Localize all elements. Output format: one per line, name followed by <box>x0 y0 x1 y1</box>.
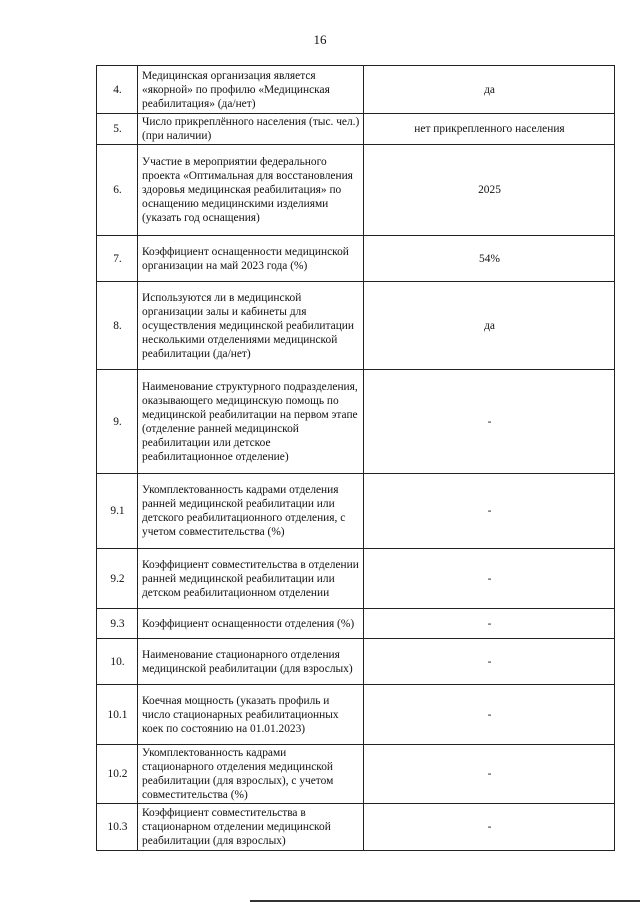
row-value: - <box>364 804 615 851</box>
row-indicator: Укомплектованность кадрами стационарного отделения медицинской реабилитации (для взрослых), с учетом совместительства (%) <box>138 745 364 804</box>
table-row <box>97 804 615 851</box>
row-indicator: Укомплектованность кадрами отделения ранней медицинской реабилитации или детского реабилитационного отделения, с учетом совместительства (%) <box>138 474 364 549</box>
row-number: 9. <box>97 370 138 474</box>
table-row <box>97 145 615 236</box>
row-indicator: Коэффициент оснащенности медицинской организации на май 2023 года (%) <box>138 236 364 282</box>
row-value: нет прикрепленного населения <box>364 114 615 145</box>
row-value: да <box>364 66 615 114</box>
row-indicator: Коэффициент оснащенности отделения (%) <box>138 609 364 639</box>
row-value: да <box>364 282 615 370</box>
row-indicator: Используются ли в медицинской организации залы и кабинеты для осуществления медицинской реабилитации несколькими отделениями медицинской реабилитации (да/нет) <box>138 282 364 370</box>
table-row <box>97 549 615 609</box>
table-row <box>97 609 615 639</box>
table-row <box>97 745 615 804</box>
row-value: - <box>364 370 615 474</box>
row-value: 54% <box>364 236 615 282</box>
row-number: 4. <box>97 66 138 114</box>
row-value: - <box>364 639 615 685</box>
row-indicator: Наименование стационарного отделения медицинской реабилитации (для взрослых) <box>138 639 364 685</box>
row-number: 7. <box>97 236 138 282</box>
row-number: 10.1 <box>97 685 138 745</box>
row-number: 9.1 <box>97 474 138 549</box>
table-row <box>97 639 615 685</box>
indicators-table <box>96 65 615 851</box>
row-number: 8. <box>97 282 138 370</box>
page-number: 16 <box>313 32 327 47</box>
row-value: - <box>364 685 615 745</box>
row-indicator: Коэффициент совместительства в стационарном отделении медицинской реабилитации (для взрослых) <box>138 804 364 851</box>
table-row <box>97 370 615 474</box>
row-indicator: Участие в мероприятии федерального проекта «Оптимальная для восстановления здоровья медицинская реабилитация» по оснащению медицинскими изделиями (указать год оснащения) <box>138 145 364 236</box>
row-value: - <box>364 474 615 549</box>
row-number: 10.3 <box>97 804 138 851</box>
row-number: 6. <box>97 145 138 236</box>
row-indicator: Коечная мощность (указать профиль и число стационарных реабилитационных коек по состоянию на 01.01.2023) <box>138 685 364 745</box>
row-value: - <box>364 549 615 609</box>
row-number: 10. <box>97 639 138 685</box>
table-row <box>97 236 615 282</box>
row-number: 9.2 <box>97 549 138 609</box>
table-row <box>97 66 615 114</box>
table-row <box>97 474 615 549</box>
table-row <box>97 685 615 745</box>
row-value: - <box>364 609 615 639</box>
table-row <box>97 282 615 370</box>
row-number: 9.3 <box>97 609 138 639</box>
row-indicator: Наименование структурного подразделения, оказывающего медицинскую помощь по медицинской реабилитации на первом этапе (отделение ранней медицинской реабилитации или детское реабилитационное отделение) <box>138 370 364 474</box>
row-indicator: Медицинская организация является «якорной» по профилю «Медицинская реабилитация» (да/нет) <box>138 66 364 114</box>
row-value: 2025 <box>364 145 615 236</box>
row-number: 10.2 <box>97 745 138 804</box>
row-indicator: Коэффициент совместительства в отделении ранней медицинской реабилитации или детском реабилитационном отделении <box>138 549 364 609</box>
row-number: 5. <box>97 114 138 145</box>
row-value: - <box>364 745 615 804</box>
row-indicator: Число прикреплённого населения (тыс. чел.) (при наличии) <box>138 114 364 145</box>
table-row <box>97 114 615 145</box>
